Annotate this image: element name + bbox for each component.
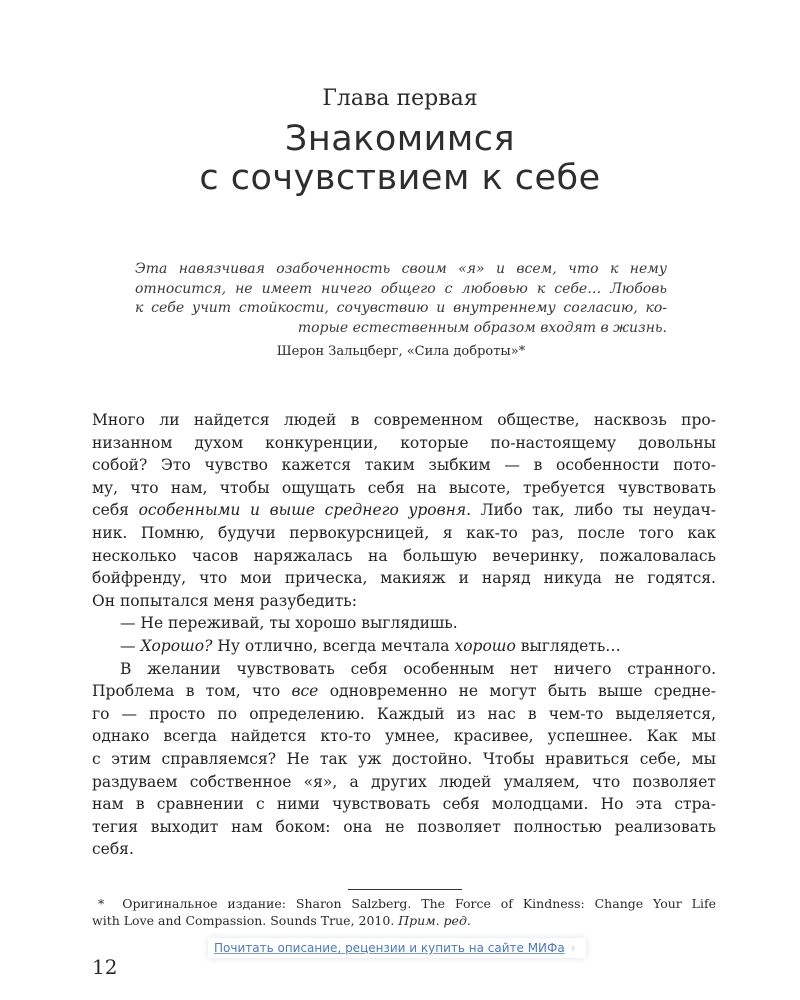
text-line: Много ли найдется людей в современном обществе, насквозь про- (92, 411, 716, 429)
text-line: однако всегда найдется кто-то умнее, красивее, успешнее. Как мы (92, 727, 716, 746)
chapter-title-line-1: Знакомимся (284, 119, 516, 159)
chapter-title-line-2: с сочувствием к себе (199, 158, 601, 198)
text-run: . Либо так, либо ты неудач- (466, 501, 716, 520)
text-line: несколько часов наряжалась на большую вечеринку, пожаловалась (92, 546, 716, 565)
footnote-line (92, 895, 716, 912)
page-number: 12 (92, 955, 118, 979)
epigraph-line: относится, не имеет ничего общего с любовью к себе… Любовь (135, 280, 667, 297)
text-run: себя (92, 501, 139, 520)
promo-link[interactable] (208, 938, 586, 958)
text-run: одновременно не могут быть выше средне- (318, 682, 716, 701)
text-line: нам в сравнении с ними чувствовать себя молодцами. Но эта стра- (92, 795, 716, 814)
text-line: ник. Помню, будучи первокурсницей, я как-то раз, после того как (92, 523, 716, 542)
text-run: Проблема в том, что (92, 682, 292, 701)
text-line: раздуваем собственное «я», а других людей умаляем, что позволяет (92, 772, 716, 791)
text-run: — (120, 636, 141, 655)
text-line (92, 680, 716, 703)
chapter-label: Глава первая (322, 86, 478, 111)
text-line: низанном духом конкуренции, которые по-настоящему довольны (92, 433, 716, 452)
footnote (92, 895, 716, 929)
chevron-right-icon: › (570, 941, 576, 955)
emphasis-text: Хорошо? (140, 636, 213, 655)
dialogue-line (92, 635, 716, 658)
emphasis-text: хорошо (454, 636, 516, 655)
body-text (92, 409, 716, 861)
epigraph-line: к себе учит стойкости, сочувствию и внутреннему согласию, ко- (135, 300, 667, 316)
chapter-title (0, 120, 800, 198)
text-line (92, 499, 716, 522)
text-line: му, что нам, чтобы ощущать себя на высоте, требуется чувствовать (92, 478, 716, 497)
paragraph-first-line: В желании чувствовать себя особенным нет ничего странного. (120, 659, 716, 678)
text-line: го — просто по определению. Каждый из нас в чем-то выделяется, (92, 704, 716, 723)
emphasis-text: особенными и выше среднего уровня (138, 501, 467, 520)
footnote-marker: * (98, 896, 105, 911)
epigraph-quote (135, 260, 667, 338)
text-run: with Love and Compassion. Sounds True, 2010. (92, 913, 399, 928)
text-line: себя. (92, 840, 134, 859)
text-run: Ну отлично, всегда мечтала (212, 636, 455, 655)
epigraph-line: Эта навязчивая озабоченность своим «я» и всем, что к нему (135, 261, 667, 277)
dialogue-line: — Не переживай, ты хорошо выглядишь. (120, 614, 458, 633)
footnote-line (92, 912, 716, 929)
text-line: Он попытался меня разубедить: (92, 591, 357, 610)
epigraph-line: торые естественным образом входят в жизнь. (297, 319, 667, 336)
footnote-divider (348, 889, 462, 890)
epigraph (135, 260, 667, 362)
epigraph-source: Шерон Зальцберг, «Сила доброты»* (276, 344, 526, 359)
text-line: с этим справляемся? Не так уж достойно. Чтобы нравиться себе, мы (92, 749, 716, 768)
text-run: выглядеть… (515, 636, 621, 655)
editor-note: Прим. ред. (398, 913, 471, 928)
text-line: бойфренду, что мои прическа, макияж и наряд никуда не годятся. (92, 569, 716, 588)
promo-link-text[interactable]: Почитать описание, рецензии и купить на сайте МИФа (214, 941, 565, 955)
text-run: Оригинальное издание: Sharon Salzberg. The Force of Kindness: Change Your Life (122, 896, 716, 911)
emphasis-text: все (291, 682, 319, 701)
text-line: тегия выходит нам боком: она не позволяет полностью реализовать (92, 817, 716, 836)
text-line: собой? Это чувство кажется таким зыбким — в особенности пото- (92, 456, 716, 475)
